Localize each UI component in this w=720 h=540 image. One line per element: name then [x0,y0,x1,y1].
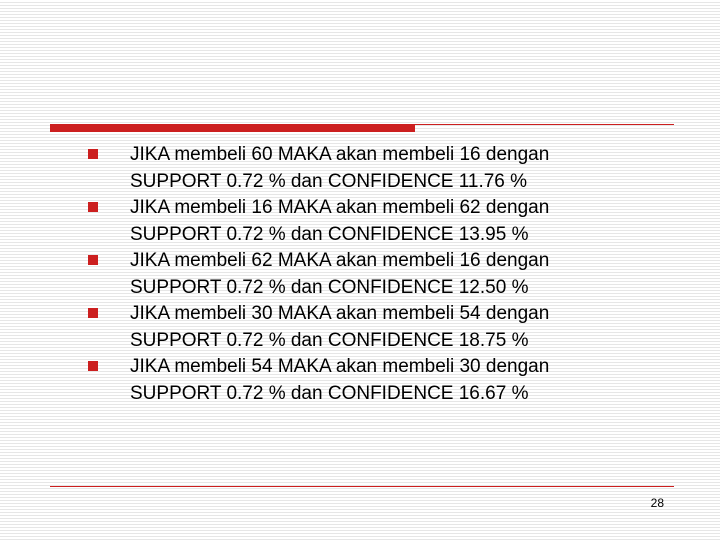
square-bullet-icon [88,308,98,318]
rule-text-line-2: SUPPORT 0.72 % dan CONFIDENCE 11.76 % [130,170,528,192]
rule-text-line-2: SUPPORT 0.72 % dan CONFIDENCE 13.95 % [130,223,529,245]
rule-item [88,301,549,354]
square-bullet-icon [88,202,98,212]
rule-item [88,354,549,407]
rule-item [88,142,549,195]
rule-text-line-2: SUPPORT 0.72 % dan CONFIDENCE 16.67 % [130,382,529,404]
square-bullet-icon [88,149,98,159]
rule-text-line-1: JIKA membeli 30 MAKA akan membeli 54 dengan [130,303,550,324]
rule-text-line-1: JIKA membeli 60 MAKA akan membeli 16 dengan [130,144,550,165]
page-number: 28 [650,496,664,510]
title-divider-line [50,124,674,125]
rule-text-line-1: JIKA membeli 16 MAKA akan membeli 62 dengan [130,197,550,218]
rule-text-line-1: JIKA membeli 62 MAKA akan membeli 16 dengan [130,250,550,271]
rule-item [88,195,549,248]
square-bullet-icon [88,361,98,371]
association-rules-list [88,142,549,407]
title-accent-bar [50,124,415,132]
rule-text-line-1: JIKA membeli 54 MAKA akan membeli 30 dengan [130,356,550,377]
rule-item [88,248,549,301]
footer-divider-line [50,486,674,487]
rule-text-line-2: SUPPORT 0.72 % dan CONFIDENCE 18.75 % [130,329,529,351]
square-bullet-icon [88,255,98,265]
rule-text-line-2: SUPPORT 0.72 % dan CONFIDENCE 12.50 % [130,276,529,298]
